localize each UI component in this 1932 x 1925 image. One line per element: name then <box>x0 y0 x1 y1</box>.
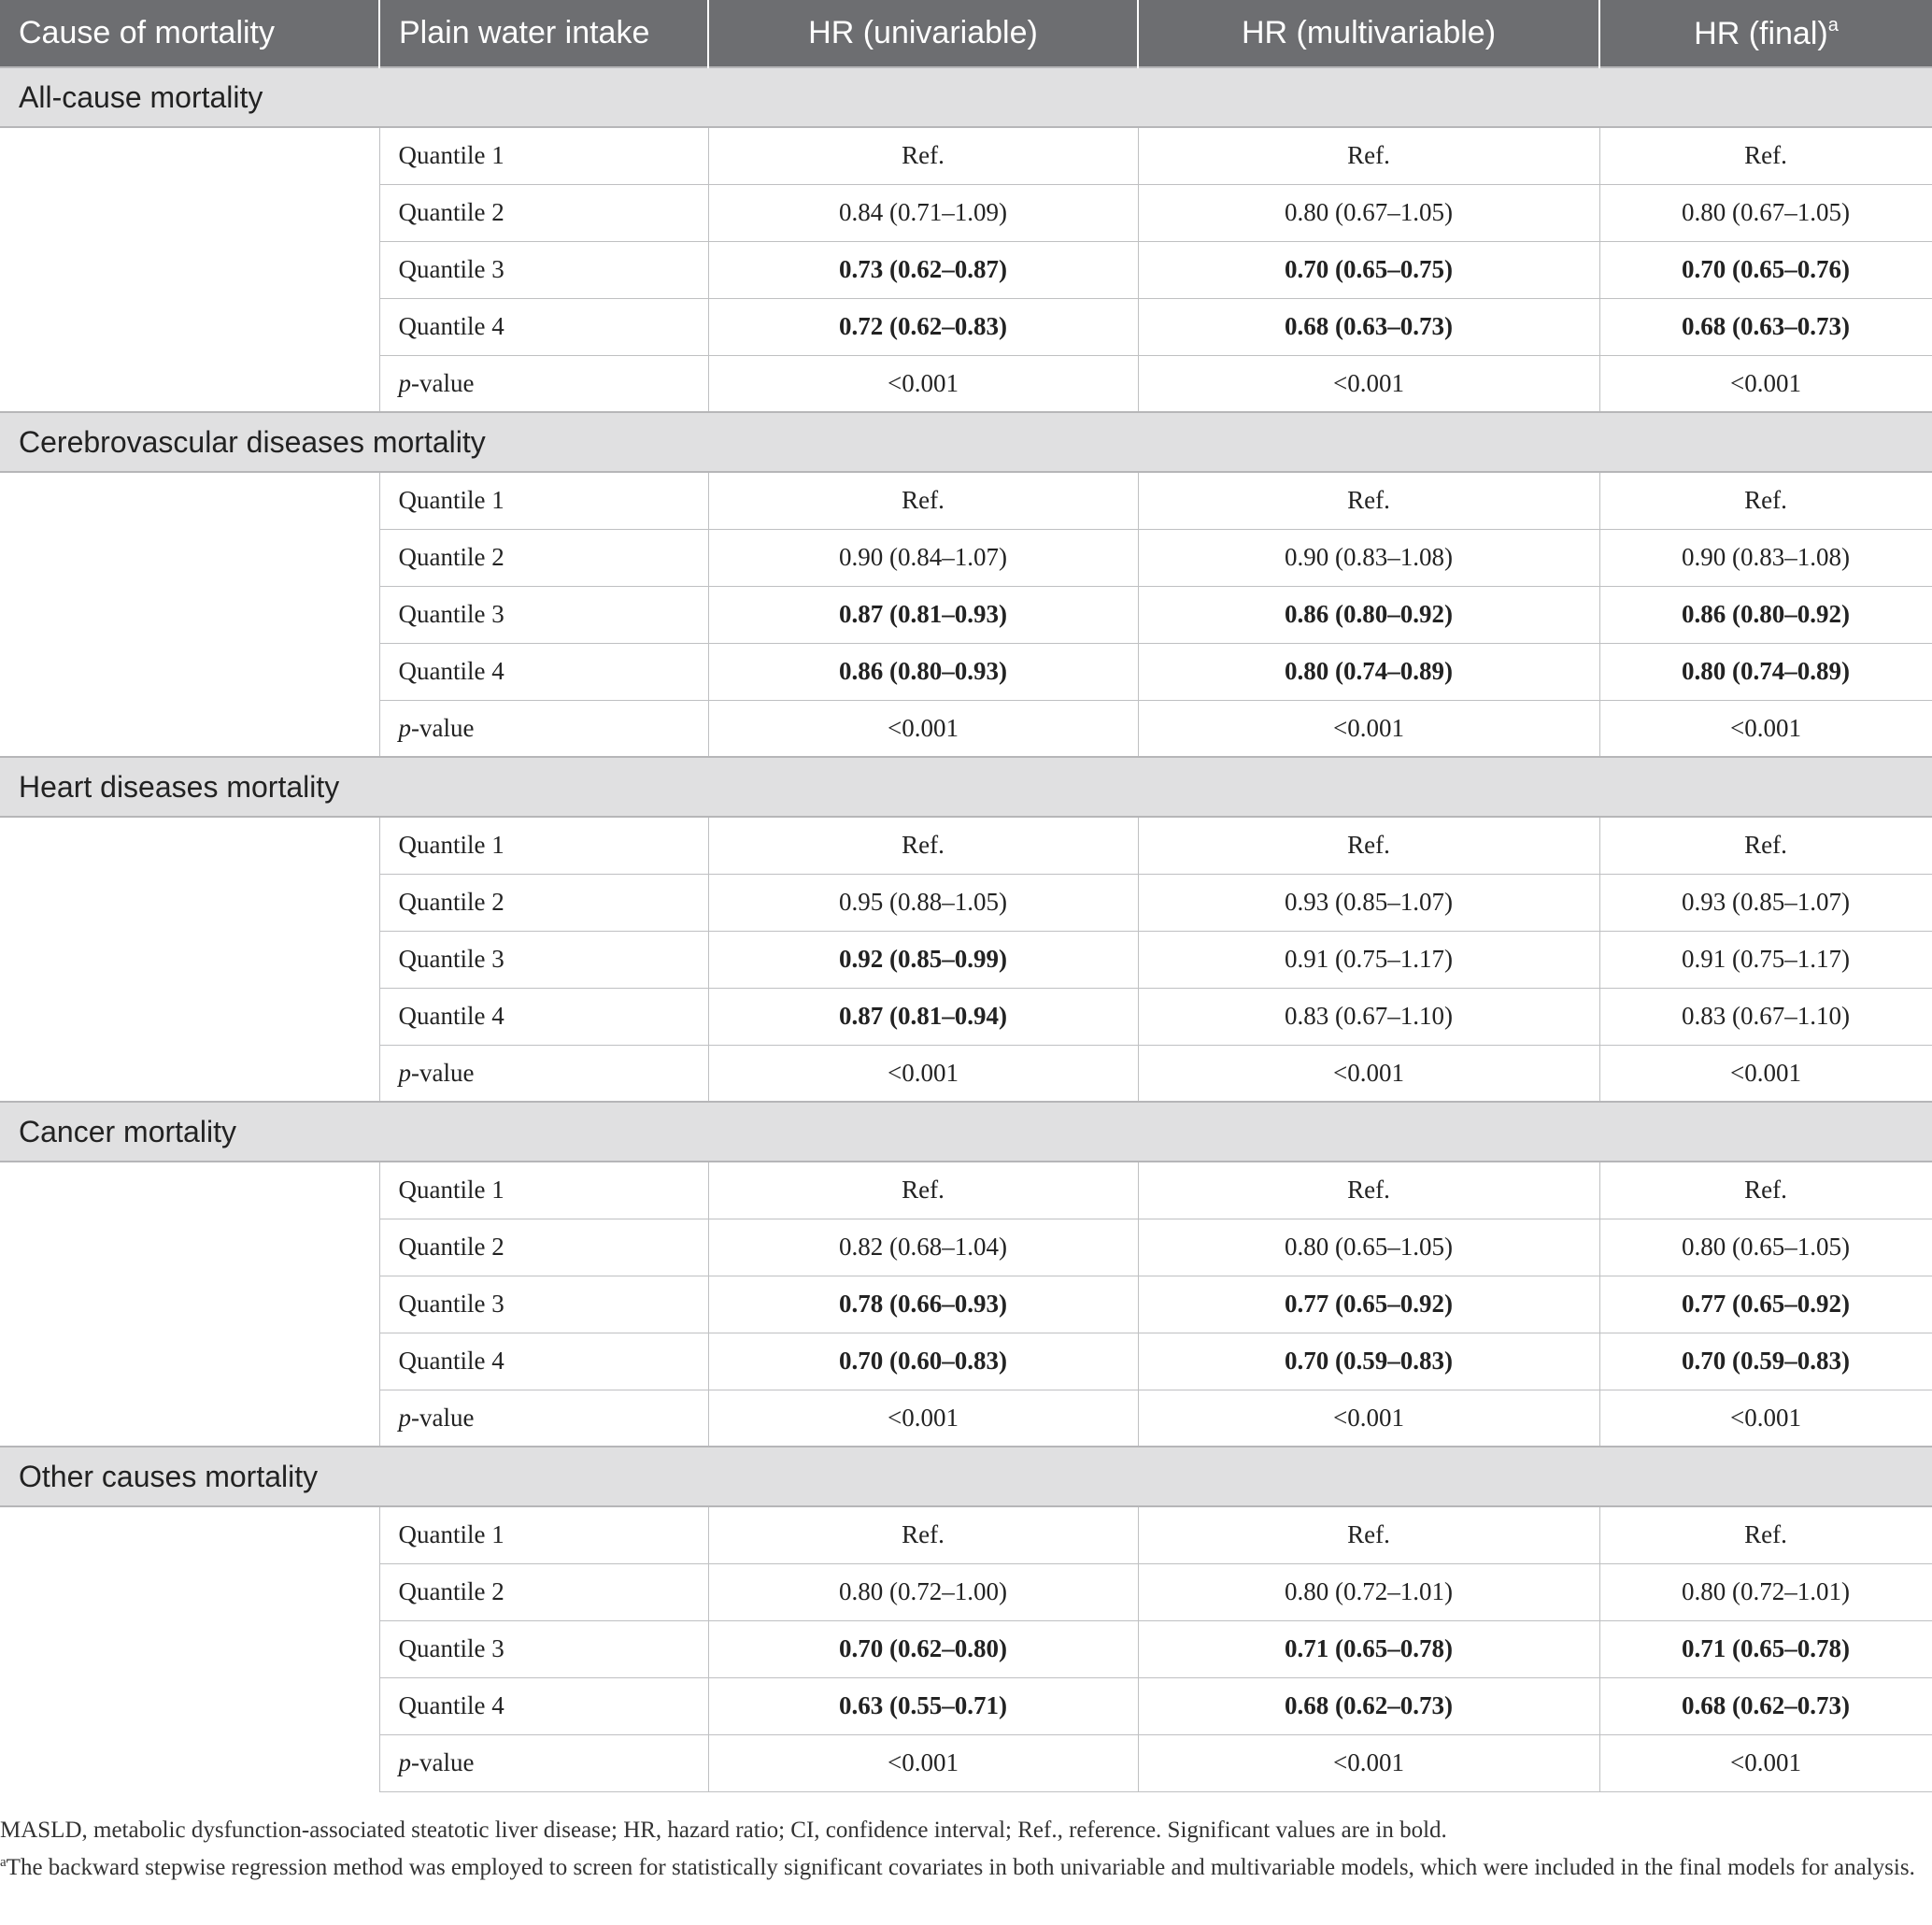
hr-multi-cell: Ref. <box>1138 817 1599 874</box>
hr-multi-cell: 0.90 (0.83–1.08) <box>1138 529 1599 586</box>
section-header-row <box>0 757 1932 817</box>
p-italic: p <box>398 1748 411 1776</box>
table-body <box>0 67 1932 1791</box>
hr-multi-cell: <0.001 <box>1138 700 1599 757</box>
intake-label: Quantile 3 <box>398 600 504 628</box>
hr-final-cell: 0.68 (0.63–0.73) <box>1599 298 1932 355</box>
hr-multi-cell: 0.80 (0.65–1.05) <box>1138 1219 1599 1276</box>
table-header-row <box>0 0 1932 67</box>
section-title: Other causes mortality <box>0 1447 1932 1506</box>
hr-multi-cell: 0.80 (0.67–1.05) <box>1138 184 1599 241</box>
intake-label: Quantile 1 <box>398 141 504 170</box>
p-italic: p <box>398 713 411 742</box>
intake-label: Quantile 2 <box>398 198 504 226</box>
intake-label-cell <box>379 643 708 700</box>
hr-final-cell: 0.91 (0.75–1.17) <box>1599 931 1932 988</box>
section-title: Cerebrovascular diseases mortality <box>0 412 1932 472</box>
hr-final-cell: 0.77 (0.65–0.92) <box>1599 1276 1932 1333</box>
intake-label-cell <box>379 472 708 529</box>
hr-final-cell: Ref. <box>1599 472 1932 529</box>
hr-final-cell: 0.71 (0.65–0.78) <box>1599 1620 1932 1677</box>
intake-label: Quantile 2 <box>398 1577 504 1605</box>
intake-label-cell <box>379 700 708 757</box>
intake-label-cell <box>379 817 708 874</box>
intake-label: Quantile 2 <box>398 1233 504 1261</box>
hr-multi-cell: 0.68 (0.62–0.73) <box>1138 1677 1599 1734</box>
intake-label-cell <box>379 1333 708 1390</box>
hr-final-cell: <0.001 <box>1599 1390 1932 1447</box>
intake-label: Quantile 2 <box>398 543 504 571</box>
intake-label-cell <box>379 988 708 1045</box>
blank-cause-cell <box>0 472 379 757</box>
hr-uni-cell: 0.87 (0.81–0.93) <box>708 586 1138 643</box>
hr-uni-cell: Ref. <box>708 127 1138 184</box>
table-row <box>0 127 1932 184</box>
intake-label-cell <box>379 1162 708 1219</box>
blank-cause-cell <box>0 127 379 412</box>
hr-final-cell: 0.93 (0.85–1.07) <box>1599 874 1932 931</box>
intake-label-cell <box>379 1390 708 1447</box>
intake-label-cell <box>379 127 708 184</box>
blank-cause-cell <box>0 817 379 1102</box>
intake-label: Quantile 3 <box>398 255 504 283</box>
hr-uni-cell: <0.001 <box>708 1390 1138 1447</box>
intake-label: -value <box>411 1403 475 1432</box>
hr-multi-cell: 0.91 (0.75–1.17) <box>1138 931 1599 988</box>
intake-label-cell <box>379 874 708 931</box>
hr-uni-cell: 0.80 (0.72–1.00) <box>708 1563 1138 1620</box>
intake-label: Quantile 2 <box>398 888 504 916</box>
footnote-abbreviations: MASLD, metabolic dysfunction-associated steatotic liver disease; HR, hazard ratio; CI, confidence interval; Ref., reference. Significant values are in bold. <box>0 1818 1447 1843</box>
hr-multi-cell: <0.001 <box>1138 1045 1599 1102</box>
hr-final-cell: 0.80 (0.72–1.01) <box>1599 1563 1932 1620</box>
hr-uni-cell: 0.86 (0.80–0.93) <box>708 643 1138 700</box>
hr-uni-cell: 0.70 (0.62–0.80) <box>708 1620 1138 1677</box>
hr-uni-cell: 0.82 (0.68–1.04) <box>708 1219 1138 1276</box>
header-hr-final-label: HR (final) <box>1694 15 1828 51</box>
hr-uni-cell: 0.92 (0.85–0.99) <box>708 931 1138 988</box>
blank-cause-cell <box>0 1162 379 1447</box>
hr-final-cell: 0.70 (0.65–0.76) <box>1599 241 1932 298</box>
hr-multi-cell: 0.71 (0.65–0.78) <box>1138 1620 1599 1677</box>
intake-label-cell <box>379 586 708 643</box>
hr-multi-cell: 0.86 (0.80–0.92) <box>1138 586 1599 643</box>
intake-label-cell <box>379 1620 708 1677</box>
hr-uni-cell: 0.90 (0.84–1.07) <box>708 529 1138 586</box>
table-row <box>0 1162 1932 1219</box>
hr-final-cell: 0.80 (0.74–0.89) <box>1599 643 1932 700</box>
hr-multi-cell: 0.70 (0.65–0.75) <box>1138 241 1599 298</box>
hr-uni-cell: Ref. <box>708 1506 1138 1563</box>
hr-multi-cell: <0.001 <box>1138 355 1599 412</box>
hr-uni-cell: 0.78 (0.66–0.93) <box>708 1276 1138 1333</box>
hr-uni-cell: 0.84 (0.71–1.09) <box>708 184 1138 241</box>
header-hr-univariable: HR (univariable) <box>708 0 1138 67</box>
hr-uni-cell: <0.001 <box>708 700 1138 757</box>
hr-final-cell: 0.80 (0.65–1.05) <box>1599 1219 1932 1276</box>
intake-label: Quantile 4 <box>398 1347 504 1375</box>
hr-uni-cell: 0.63 (0.55–0.71) <box>708 1677 1138 1734</box>
hr-multi-cell: <0.001 <box>1138 1734 1599 1791</box>
hr-final-cell: 0.86 (0.80–0.92) <box>1599 586 1932 643</box>
hr-uni-cell: 0.72 (0.62–0.83) <box>708 298 1138 355</box>
intake-label: -value <box>411 1748 475 1776</box>
intake-label-cell <box>379 1045 708 1102</box>
intake-label-cell <box>379 1219 708 1276</box>
intake-label: Quantile 1 <box>398 486 504 515</box>
intake-label-cell <box>379 184 708 241</box>
hr-uni-cell: 0.70 (0.60–0.83) <box>708 1333 1138 1390</box>
hr-multi-cell: Ref. <box>1138 127 1599 184</box>
hr-final-cell: <0.001 <box>1599 355 1932 412</box>
hr-multi-cell: <0.001 <box>1138 1390 1599 1447</box>
hr-final-cell: 0.70 (0.59–0.83) <box>1599 1333 1932 1390</box>
intake-label-cell <box>379 1506 708 1563</box>
intake-label: -value <box>411 1058 475 1087</box>
intake-label-cell <box>379 241 708 298</box>
section-title: Heart diseases mortality <box>0 757 1932 817</box>
intake-label-cell <box>379 355 708 412</box>
intake-label: Quantile 3 <box>398 1290 504 1318</box>
hr-uni-cell: 0.95 (0.88–1.05) <box>708 874 1138 931</box>
intake-label: -value <box>411 713 475 742</box>
intake-label-cell <box>379 1563 708 1620</box>
hr-multi-cell: 0.77 (0.65–0.92) <box>1138 1276 1599 1333</box>
hr-uni-cell: 0.87 (0.81–0.94) <box>708 988 1138 1045</box>
intake-label-cell <box>379 1677 708 1734</box>
intake-label-cell <box>379 529 708 586</box>
hr-uni-cell: <0.001 <box>708 355 1138 412</box>
header-cause-of-mortality: Cause of mortality <box>0 0 379 67</box>
header-plain-water-intake: Plain water intake <box>379 0 708 67</box>
intake-label: Quantile 1 <box>398 1520 504 1549</box>
p-italic: p <box>398 368 411 397</box>
hr-final-cell: Ref. <box>1599 1162 1932 1219</box>
intake-label: Quantile 4 <box>398 1002 504 1030</box>
header-hr-final <box>1599 0 1932 67</box>
hr-final-cell: 0.68 (0.62–0.73) <box>1599 1677 1932 1734</box>
p-italic: p <box>398 1403 411 1432</box>
intake-label-cell <box>379 1734 708 1791</box>
hr-final-cell: <0.001 <box>1599 1734 1932 1791</box>
hr-multi-cell: Ref. <box>1138 1506 1599 1563</box>
footnote-a-text: The backward stepwise regression method was employed to screen for statistically significant covariates in both univariable and multivariable models, which were included in the final models for analysis. <box>6 1855 1915 1880</box>
hr-uni-cell: Ref. <box>708 817 1138 874</box>
hr-multi-cell: 0.70 (0.59–0.83) <box>1138 1333 1599 1390</box>
table-footnotes <box>0 1815 1926 1884</box>
hr-uni-cell: Ref. <box>708 1162 1138 1219</box>
hr-multi-cell: 0.80 (0.72–1.01) <box>1138 1563 1599 1620</box>
section-title: Cancer mortality <box>0 1102 1932 1162</box>
blank-cause-cell <box>0 1506 379 1791</box>
intake-label: Quantile 1 <box>398 1176 504 1205</box>
intake-label: Quantile 4 <box>398 1691 504 1719</box>
hr-multi-cell: 0.93 (0.85–1.07) <box>1138 874 1599 931</box>
hr-multi-cell: Ref. <box>1138 472 1599 529</box>
intake-label-cell <box>379 1276 708 1333</box>
table-row <box>0 472 1932 529</box>
section-header-row <box>0 67 1932 127</box>
section-header-row <box>0 412 1932 472</box>
intake-label: Quantile 1 <box>398 831 504 860</box>
header-hr-multivariable: HR (multivariable) <box>1138 0 1599 67</box>
hr-uni-cell: <0.001 <box>708 1045 1138 1102</box>
intake-label-cell <box>379 298 708 355</box>
hr-final-cell: 0.83 (0.67–1.10) <box>1599 988 1932 1045</box>
table-row <box>0 1506 1932 1563</box>
table-row <box>0 817 1932 874</box>
hr-final-cell: 0.80 (0.67–1.05) <box>1599 184 1932 241</box>
footnote-a <box>0 1847 1926 1884</box>
hr-multi-cell: 0.68 (0.63–0.73) <box>1138 298 1599 355</box>
section-header-row <box>0 1102 1932 1162</box>
p-italic: p <box>398 1058 411 1087</box>
section-title: All-cause mortality <box>0 67 1932 127</box>
intake-label: Quantile 3 <box>398 1634 504 1662</box>
section-header-row <box>0 1447 1932 1506</box>
hr-final-cell: Ref. <box>1599 1506 1932 1563</box>
intake-label-cell <box>379 931 708 988</box>
hr-multi-cell: 0.83 (0.67–1.10) <box>1138 988 1599 1045</box>
intake-label: Quantile 4 <box>398 312 504 340</box>
hr-final-cell: <0.001 <box>1599 700 1932 757</box>
hr-uni-cell: <0.001 <box>708 1734 1138 1791</box>
intake-label: -value <box>411 368 475 397</box>
intake-label: Quantile 4 <box>398 657 504 685</box>
hr-multi-cell: 0.80 (0.74–0.89) <box>1138 643 1599 700</box>
hr-final-cell: Ref. <box>1599 817 1932 874</box>
hr-multi-cell: Ref. <box>1138 1162 1599 1219</box>
hr-final-cell: Ref. <box>1599 127 1932 184</box>
hr-uni-cell: 0.73 (0.62–0.87) <box>708 241 1138 298</box>
header-hr-final-footnote-marker: a <box>1827 14 1839 36</box>
hr-final-cell: <0.001 <box>1599 1045 1932 1102</box>
intake-label: Quantile 3 <box>398 945 504 973</box>
footnote-a-marker: a <box>0 1855 7 1870</box>
hr-final-cell: 0.90 (0.83–1.08) <box>1599 529 1932 586</box>
hr-uni-cell: Ref. <box>708 472 1138 529</box>
